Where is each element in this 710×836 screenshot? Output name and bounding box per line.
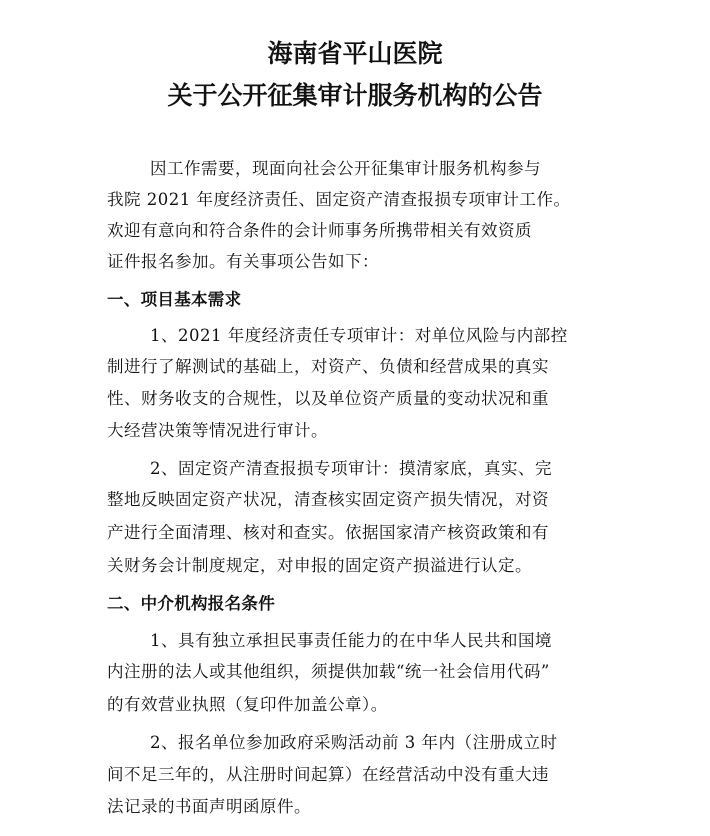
intro-line: 欢迎有意向和符合条件的会计师事务所携带相关有效资质 (107, 221, 532, 240)
section2-item1-line: 1、具有独立承担民事责任能力的在中华人民共和国境 (150, 631, 552, 650)
section1-item1-line: 大经营决策等情况进行审计。 (107, 421, 328, 440)
section2-item2-line: 间不足三年的，从注册时间起算）在经营活动中没有重大违 (107, 765, 549, 784)
section1-item2-line: 关财务会计制度规定，对申报的固定资产损溢进行认定。 (107, 556, 532, 575)
section2-item1-line: 的有效营业执照（复印件加盖公章）。 (107, 695, 388, 714)
section2-item1-line: 内注册的法人或其他组织，须提供加载“统一社会信用代码” (107, 662, 550, 681)
section1-heading: 一、项目基本需求 (107, 290, 242, 309)
section1-item1-line: 性、财务收支的合规性，以及单位资产质量的变动状况和重 (107, 389, 549, 408)
document-title-notice: 关于公开征集审计服务机构的公告 (167, 81, 543, 110)
intro-line: 证件报名参加。有关事项公告如下： (107, 252, 379, 271)
intro-line: 因工作需要，现面向社会公开征集审计服务机构参与 (150, 159, 541, 178)
section1-item2-line: 整地反映固定资产状况，清查核实固定资产损失情况，对资 (107, 490, 549, 509)
section2-heading: 二、中介机构报名条件 (107, 594, 275, 613)
section2-item2-line: 2、报名单位参加政府采购活动前 3 年内（注册成立时 (150, 733, 558, 752)
section2-item2-line: 法记录的书面声明函原件。 (107, 797, 311, 816)
section1-item1-line: 制进行了解测试的基础上，对资产、负债和经营成果的真实 (107, 357, 549, 376)
section1-item1-line: 1、2021 年度经济责任专项审计：对单位风险与内部控 (150, 326, 568, 345)
intro-line: 我院 2021 年度经济责任、固定资产清查报损专项审计工作。 (107, 190, 571, 209)
document-title-hospital: 海南省平山医院 (267, 39, 443, 68)
section1-item2-line: 2、固定资产清查报损专项审计：摸清家底，真实、完 (150, 459, 552, 478)
section1-item2-line: 产进行全面清理、核对和查实。依据国家清产核资政策和有 (107, 523, 549, 542)
